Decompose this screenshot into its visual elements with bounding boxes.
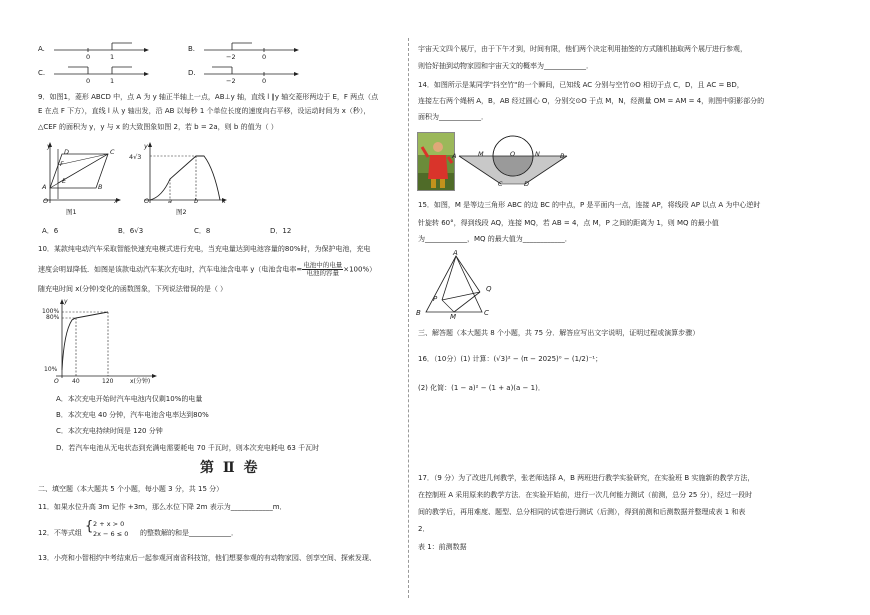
q8-option-b-label: B.: [188, 45, 196, 53]
section-3-heading: 三、解答题（本大题共 8 个小题，共 75 分．解答应写出文字说明，证明过程或演算步骤）: [418, 329, 700, 337]
q8-option-c-label: C.: [38, 69, 46, 77]
q8-options: A. 0 1 B. −2 0 C. 0 1 D. −2 0: [38, 40, 388, 88]
q14-line-2: 连接左右两个绳柄 A，B，AB 经过圆心 O，分别交⊙O 于点 M，N，经测量 OM = AM = 4，则图中阴影部分的: [418, 97, 765, 105]
q15-line-3: 为____________，MQ 的最大值为____________．: [418, 235, 572, 243]
q13-continued-1: 宇宙天文四个展厅，由于下午才到，时间有限，他们两个决定利用抽签的方式随机抽取两个展厅进行参观，: [418, 45, 747, 53]
q15-line-2: 针旋转 60°，得到线段 AQ，连接 MQ，若 AB = 4，点 M，P 之间的距离为 1，则 MQ 的最小值: [418, 219, 719, 227]
table-1-caption: 表 1：前测数据: [418, 543, 467, 551]
q17-line-4: 2．: [418, 525, 430, 533]
q10-option-c: C．本次充电持续时间是 120 分钟: [56, 427, 163, 435]
q8-option-a-label: A.: [38, 45, 45, 53]
q10-option-b: B．本次充电 40 分钟，汽车电池含电率达到80%: [56, 411, 209, 419]
q11: 11．如果水位升高 3m 记作 +3m，那么水位下降 2m 表示为____________m．: [38, 503, 287, 511]
exam-page: A. 0 1 B. −2 0 C. 0 1 D. −2 0 9．如图1，菱形 ABCD 中，点 A 为 y 轴正半轴上一点，AB⊥y 轴，直线 l ∥y 轴交菱形两边于 E，F 两点（点 E 在点 F 下方），直线 l 从 y 轴出发，沿 AB 以每秒 1 个单位长度的速度向右平移，设运动时间为 x（秒）， △CEF 的面积为 y，y 与 x 的大致图象如图 2，若 b = 2a，则 b 的值为（ ） y D C F E A B O x 图1 y 4√3 O a b x 图2 A．6 B．6√3 C．8 D．12 10．某款纯电动汽车采取智能快速充电模式进行充电，当充电量达到电池容量的80%时，为保护电池，充电 速度会明显降低．如图是该款电动汽车某次充电时，汽车电池含电率 y（电池含电率= $\frac{\text{电池中的电量}}{\text{电池的容量}}$ ×100%） 随充电时间 x(分钟)变化的函数图象，下列说法错误的是（ ） 100% 80% y 10% O 40 120 x(分钟) A．本次充电开始时汽车电池内仅剩10%的电量 B．本次充电 40 分钟，汽车电池含电率达到80% C．本次充电持续时间是 120 分钟 D．若汽车电池从无电状态到充满电需要耗电 70 千瓦时，则本次充电耗电 63 千瓦时 第 Ⅱ 卷 二、填空题（本大题共 5 个小题，每小题 3 分，共 15 分） 11．如果水位升高 3m 记作 +3m，那么水位下降 2m 表示为____________m． 12．不等式组 { 2 + x > 0 2x − 6 ≤ 0 的整数解的和是____________． 13．小亮和小智相约中考结束后一起参观河南省科技馆，他们想要参观的有动物家园、创享空间、探索发现、 宇宙天文四个展厅，由于下午才到，时间有限，他们两个决定利用抽签的方式随机抽取两个展厅进行参观， 则恰好抽到动物家园和宇宙天文的概率为____________． 14．如图所示是某同学"抖空竹"的一个瞬间，已知线 AC 分别与空竹⊙O 相切于点 C，D，且 AC = BD， 连接左右两个绳柄 A，B，AB 经过圆心 O，分别交⊙O 于点 M，N，经测量 OM = AM = 4，则图中阴影部分的 面积为____________． A M O N B C D 15．如图，M 是等边三角形 ABC 的边 BC 的中点，P 是平面内一点，连接 AP，将线段 AP 以点 A 为中心逆时 针旋转 60°，得到线段 AQ，连接 MQ，若 AB = 4，点 M，P 之间的距离为 1，则 MQ 的最小值 为____________，MQ 的最大值为____________． A P Q B M C 三、解答题（本大题共 8 个小题，共 75 分．解答应写出文字说明，证明过程或演算步骤） 16．（10分）(1) 计算：(√3)² − (π − 2025)⁰ − (1/2)⁻¹； (2) 化简：(1 − a)² − (1 + a)(a − 1)． 17．（9 分）为了改进几何教学，张老师选择 A，B 两班进行教学实验研究，在实验班 B 实施新的教学方法， 在控制班 A 采用原来的教学方法．在实验开始前，进行一次几何能力测试（前测，总分 25 分），经过一段时 间的教学后，再用难度、题型、总分相同的试卷进行测试（后测），得到前测和后测数据并整理成表 1 和表 2． 表 1：前测数据: [0, 0, 870, 615]
q12-tail: 的整数解的和是____________．: [140, 529, 238, 537]
q8-option-b-numberline: [202, 40, 302, 60]
q9-line-1: 9．如图1，菱形 ABCD 中，点 A 为 y 轴正半轴上一点，AB⊥y 轴，直线 l ∥y 轴交菱形两边于 E，F 两点（点: [38, 93, 379, 101]
q9-figure-2: [140, 141, 232, 211]
q15-line-1: 15．如图，M 是等边三角形 ABC 的边 BC 的中点，P 是平面内一点，连接 AP，将线段 AP 以点 A 为中心逆时: [418, 201, 761, 209]
q10-line-3: 随充电时间 x(分钟)变化的函数图象，下列说法错误的是（ ）: [38, 285, 228, 293]
q10-line-1: 10．某款纯电动汽车采取智能快速充电模式进行充电，当充电量达到电池容量的80%时，为保护电池，充电: [38, 245, 371, 253]
section-2-heading: 二、填空题（本大题共 5 个小题，每小题 3 分，共 15 分）: [38, 485, 224, 493]
q14-diagram: [455, 134, 575, 190]
q17-line-3: 间的教学后，再用难度、题型、总分相同的试卷进行测试（后测），得到前测和后测数据并整理成表 1 和表: [418, 508, 746, 516]
q14-line-3: 面积为____________．: [418, 113, 488, 121]
q9-option-a: A．6: [42, 227, 59, 235]
q8-option-d-numberline: [202, 64, 302, 84]
q16-part-1: 16．（10分）(1) 计算：(√3)² − (π − 2025)⁰ − (1/2)⁻¹；: [418, 355, 603, 363]
q12-system-2: 2x − 6 ≤ 0: [93, 530, 129, 538]
section-2-title: 第 Ⅱ 卷: [200, 460, 260, 476]
q13-continued-2: 则恰好抽到动物家园和宇宙天文的概率为____________．: [418, 62, 593, 70]
q17-line-1: 17．（9 分）为了改进几何教学，张老师选择 A，B 两班进行教学实验研究，在实验班 B 实施新的教学方法，: [418, 474, 755, 482]
q12-system-1: 2 + x > 0: [93, 520, 125, 528]
q12-lead: 12．不等式组: [38, 529, 82, 537]
q9-line-3: △CEF 的面积为 y，y 与 x 的大致图象如图 2，若 b = 2a，则 b 的值为（ ）: [38, 123, 278, 131]
q8-option-d-label: D.: [188, 69, 196, 77]
q9-figure-2-caption: 图2: [176, 208, 187, 216]
q10-line-2: 速度会明显降低．如图是该款电动汽车某次充电时，汽车电池含电率 y（电池含电率= $\frac{\text{电池中的电量}}{\text{电池的容量}}$ ×100%）: [38, 261, 377, 278]
q17-line-2: 在控制班 A 采用原来的教学方法．在实验开始前，进行一次几何能力测试（前测，总分 25 分），经过一段时: [418, 491, 753, 499]
q12-brace: {: [85, 519, 94, 534]
q9-option-c: C．8: [194, 227, 211, 235]
q16-part-2: (2) 化简：(1 − a)² − (1 + a)(a − 1)．: [418, 384, 545, 392]
q8-option-a-numberline: [52, 40, 152, 60]
q9-line-2: E 在点 F 下方），直线 l 从 y 轴出发，沿 AB 以每秒 1 个单位长度的速度向右平移，设运动时间为 x（秒），: [38, 107, 371, 115]
q9-figure-1-caption: 图1: [66, 208, 77, 216]
q14-line-1: 14．如图所示是某同学"抖空竹"的一个瞬间，已知线 AC 分别与空竹⊙O 相切于点 C，D，且 AC = BD，: [418, 81, 744, 89]
q10-option-d: D．若汽车电池从无电状态到充满电需要耗电 70 千瓦时，则本次充电耗电 63 千瓦时: [56, 444, 320, 452]
q10-option-a: A．本次充电开始时汽车电池内仅剩10%的电量: [56, 395, 203, 403]
q10-fraction: $\frac{\text{电池中的电量}}{\text{电池的容量}}$: [303, 261, 343, 278]
q13: 13．小亮和小智相约中考结束后一起参观河南省科技馆，他们想要参观的有动物家园、创享空间、探索发现、: [38, 554, 376, 562]
q8-option-c-numberline: [52, 64, 152, 84]
q14-diabolo-photo: [417, 132, 455, 191]
q9-option-d: D．12: [270, 227, 292, 235]
q9-option-b: B．6√3: [118, 227, 144, 235]
column-divider: [408, 38, 409, 598]
q10-charge-graph: [42, 298, 162, 390]
